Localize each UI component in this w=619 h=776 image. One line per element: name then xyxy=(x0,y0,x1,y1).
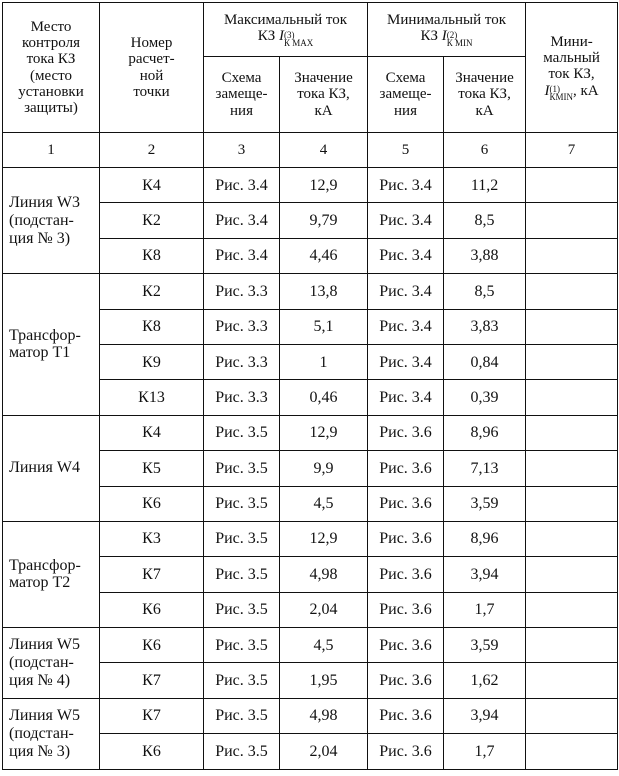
place-line: ция № 3) xyxy=(9,229,71,247)
max-scheme-cell: Рис. 3.5 xyxy=(204,628,280,663)
column-number: 5 xyxy=(368,133,444,168)
place-line: Линия W5 xyxy=(9,706,80,724)
table-body xyxy=(3,168,618,770)
column-number: 2 xyxy=(100,133,204,168)
min-single-phase-cell xyxy=(526,238,618,273)
min-single-phase-cell xyxy=(526,734,618,769)
point-cell: К9 xyxy=(100,344,204,379)
min-single-phase-cell xyxy=(526,592,618,627)
place-line: (подстан- xyxy=(9,724,74,742)
place-line: Трансфор- xyxy=(9,556,81,574)
max-value-cell: 12,9 xyxy=(280,168,368,203)
header-max-value: Значение тока КЗ, кА xyxy=(280,57,368,133)
place-cell xyxy=(3,274,100,416)
max-value-cell: 4,5 xyxy=(280,628,368,663)
max-value-cell: 9,9 xyxy=(280,451,368,486)
place-line: Линия W5 xyxy=(9,636,80,654)
min-single-phase-cell xyxy=(526,698,618,733)
min-scheme-cell: Рис. 3.6 xyxy=(368,521,444,556)
max-scheme-cell: Рис. 3.5 xyxy=(204,557,280,592)
min-scheme-cell: Рис. 3.6 xyxy=(368,663,444,698)
header-point: Номер расчет- ной точки xyxy=(100,3,204,133)
max-value-cell: 2,04 xyxy=(280,734,368,769)
min-single-phase-cell xyxy=(526,168,618,203)
header-min-single-phase: Мини- мальный ток КЗ, I (1) КMIN , кА xyxy=(526,3,618,133)
table-row xyxy=(3,274,618,309)
min-value-cell: 8,96 xyxy=(444,521,526,556)
max-scheme-cell: Рис. 3.5 xyxy=(204,521,280,556)
column-number: 4 xyxy=(280,133,368,168)
min-scheme-cell: Рис. 3.6 xyxy=(368,451,444,486)
min-value-cell: 1,7 xyxy=(444,592,526,627)
min-scheme-cell: Рис. 3.4 xyxy=(368,344,444,379)
table-row xyxy=(3,168,618,203)
min-scheme-cell: Рис. 3.6 xyxy=(368,734,444,769)
min-single-phase-cell xyxy=(526,628,618,663)
place-cell xyxy=(3,698,100,769)
min-value-cell: 3,83 xyxy=(444,309,526,344)
header-min-scheme: Схема замеще- ния xyxy=(368,57,444,133)
max-value-cell: 12,9 xyxy=(280,415,368,450)
min-scheme-cell: Рис. 3.4 xyxy=(368,168,444,203)
place-line: Линия W4 xyxy=(9,459,80,477)
column-number: 7 xyxy=(526,133,618,168)
point-cell: К8 xyxy=(100,238,204,273)
column-number: 3 xyxy=(204,133,280,168)
max-value-cell: 2,04 xyxy=(280,592,368,627)
place-cell xyxy=(3,415,100,521)
table-row xyxy=(3,628,618,663)
point-cell: К4 xyxy=(100,415,204,450)
header-min-current: Минимальный ток КЗ I (2) К MIN xyxy=(368,3,526,57)
min-scheme-cell: Рис. 3.6 xyxy=(368,698,444,733)
column-number: 6 xyxy=(444,133,526,168)
point-cell: К3 xyxy=(100,521,204,556)
max-scheme-cell: Рис. 3.5 xyxy=(204,486,280,521)
min-single-phase-cell xyxy=(526,309,618,344)
min-value-cell: 8,96 xyxy=(444,415,526,450)
place-line: Линия W3 xyxy=(9,193,80,211)
point-cell: К13 xyxy=(100,380,204,415)
min-value-cell: 1,62 xyxy=(444,663,526,698)
table-row xyxy=(3,698,618,733)
max-scheme-cell: Рис. 3.4 xyxy=(204,203,280,238)
point-cell: К6 xyxy=(100,486,204,521)
max-value-cell: 4,98 xyxy=(280,698,368,733)
max-value-cell: 1,95 xyxy=(280,663,368,698)
max-scheme-cell: Рис. 3.5 xyxy=(204,734,280,769)
max-value-cell: 0,46 xyxy=(280,380,368,415)
min-single-phase-cell xyxy=(526,521,618,556)
max-scheme-cell: Рис. 3.3 xyxy=(204,344,280,379)
header-max-scheme: Схема замеще- ния xyxy=(204,57,280,133)
place-line: матор Т2 xyxy=(9,574,71,592)
max-scheme-cell: Рис. 3.5 xyxy=(204,592,280,627)
place-line: (подстан- xyxy=(9,211,74,229)
max-scheme-cell: Рис. 3.5 xyxy=(204,663,280,698)
min-scheme-cell: Рис. 3.4 xyxy=(368,380,444,415)
place-cell xyxy=(3,168,100,274)
min-value-cell: 8,5 xyxy=(444,203,526,238)
point-cell: К2 xyxy=(100,203,204,238)
min-single-phase-cell xyxy=(526,557,618,592)
place-line: (подстан- xyxy=(9,654,74,672)
max-value-cell: 13,8 xyxy=(280,274,368,309)
point-cell: К7 xyxy=(100,698,204,733)
point-cell: К6 xyxy=(100,592,204,627)
min-value-cell: 0,39 xyxy=(444,380,526,415)
min-value-cell: 1,7 xyxy=(444,734,526,769)
min-single-phase-cell xyxy=(526,663,618,698)
min-value-cell: 3,59 xyxy=(444,486,526,521)
min-scheme-cell: Рис. 3.4 xyxy=(368,309,444,344)
min-value-cell: 3,94 xyxy=(444,698,526,733)
min-scheme-cell: Рис. 3.4 xyxy=(368,203,444,238)
max-scheme-cell: Рис. 3.3 xyxy=(204,274,280,309)
point-cell: К5 xyxy=(100,451,204,486)
max-scheme-cell: Рис. 3.5 xyxy=(204,415,280,450)
min-value-cell: 8,5 xyxy=(444,274,526,309)
place-line: Трансфор- xyxy=(9,326,81,344)
max-value-cell: 4,5 xyxy=(280,486,368,521)
point-cell: К8 xyxy=(100,309,204,344)
table-row xyxy=(3,415,618,450)
point-cell: К6 xyxy=(100,628,204,663)
min-scheme-cell: Рис. 3.6 xyxy=(368,486,444,521)
min-single-phase-cell xyxy=(526,451,618,486)
place-cell xyxy=(3,628,100,699)
min-single-phase-cell xyxy=(526,274,618,309)
place-cell xyxy=(3,521,100,627)
table-row xyxy=(3,521,618,556)
min-value-cell: 3,88 xyxy=(444,238,526,273)
max-value-cell: 4,98 xyxy=(280,557,368,592)
header-max-current: Максимальный ток КЗ I (3) К MAX xyxy=(204,3,368,57)
max-value-cell: 9,79 xyxy=(280,203,368,238)
min-value-cell: 0,84 xyxy=(444,344,526,379)
min-scheme-cell: Рис. 3.6 xyxy=(368,415,444,450)
min-scheme-cell: Рис. 3.6 xyxy=(368,557,444,592)
header-place: Место контроля тока КЗ (место установки защиты) xyxy=(3,3,100,133)
min-value-cell: 3,94 xyxy=(444,557,526,592)
min-scheme-cell: Рис. 3.4 xyxy=(368,274,444,309)
short-circuit-table xyxy=(2,2,618,770)
min-value-cell: 7,13 xyxy=(444,451,526,486)
point-cell: К7 xyxy=(100,663,204,698)
min-single-phase-cell xyxy=(526,380,618,415)
max-scheme-cell: Рис. 3.5 xyxy=(204,698,280,733)
min-value-cell: 3,59 xyxy=(444,628,526,663)
max-scheme-cell: Рис. 3.3 xyxy=(204,380,280,415)
min-scheme-cell: Рис. 3.6 xyxy=(368,592,444,627)
max-scheme-cell: Рис. 3.4 xyxy=(204,168,280,203)
min-single-phase-cell xyxy=(526,486,618,521)
min-scheme-cell: Рис. 3.4 xyxy=(368,238,444,273)
max-scheme-cell: Рис. 3.5 xyxy=(204,451,280,486)
place-line: ция № 4) xyxy=(9,671,71,689)
place-line: матор Т1 xyxy=(9,344,71,362)
point-cell: К7 xyxy=(100,557,204,592)
max-value-cell: 4,46 xyxy=(280,238,368,273)
min-scheme-cell: Рис. 3.6 xyxy=(368,628,444,663)
min-single-phase-cell xyxy=(526,415,618,450)
max-scheme-cell: Рис. 3.4 xyxy=(204,238,280,273)
max-value-cell: 1 xyxy=(280,344,368,379)
max-value-cell: 12,9 xyxy=(280,521,368,556)
point-cell: К6 xyxy=(100,734,204,769)
point-cell: К4 xyxy=(100,168,204,203)
header-min-value: Значение тока КЗ, кА xyxy=(444,57,526,133)
min-single-phase-cell xyxy=(526,344,618,379)
max-scheme-cell: Рис. 3.3 xyxy=(204,309,280,344)
min-single-phase-cell xyxy=(526,203,618,238)
max-value-cell: 5,1 xyxy=(280,309,368,344)
place-line: ция № 3) xyxy=(9,742,71,760)
min-value-cell: 11,2 xyxy=(444,168,526,203)
point-cell: К2 xyxy=(100,274,204,309)
column-number: 1 xyxy=(3,133,100,168)
